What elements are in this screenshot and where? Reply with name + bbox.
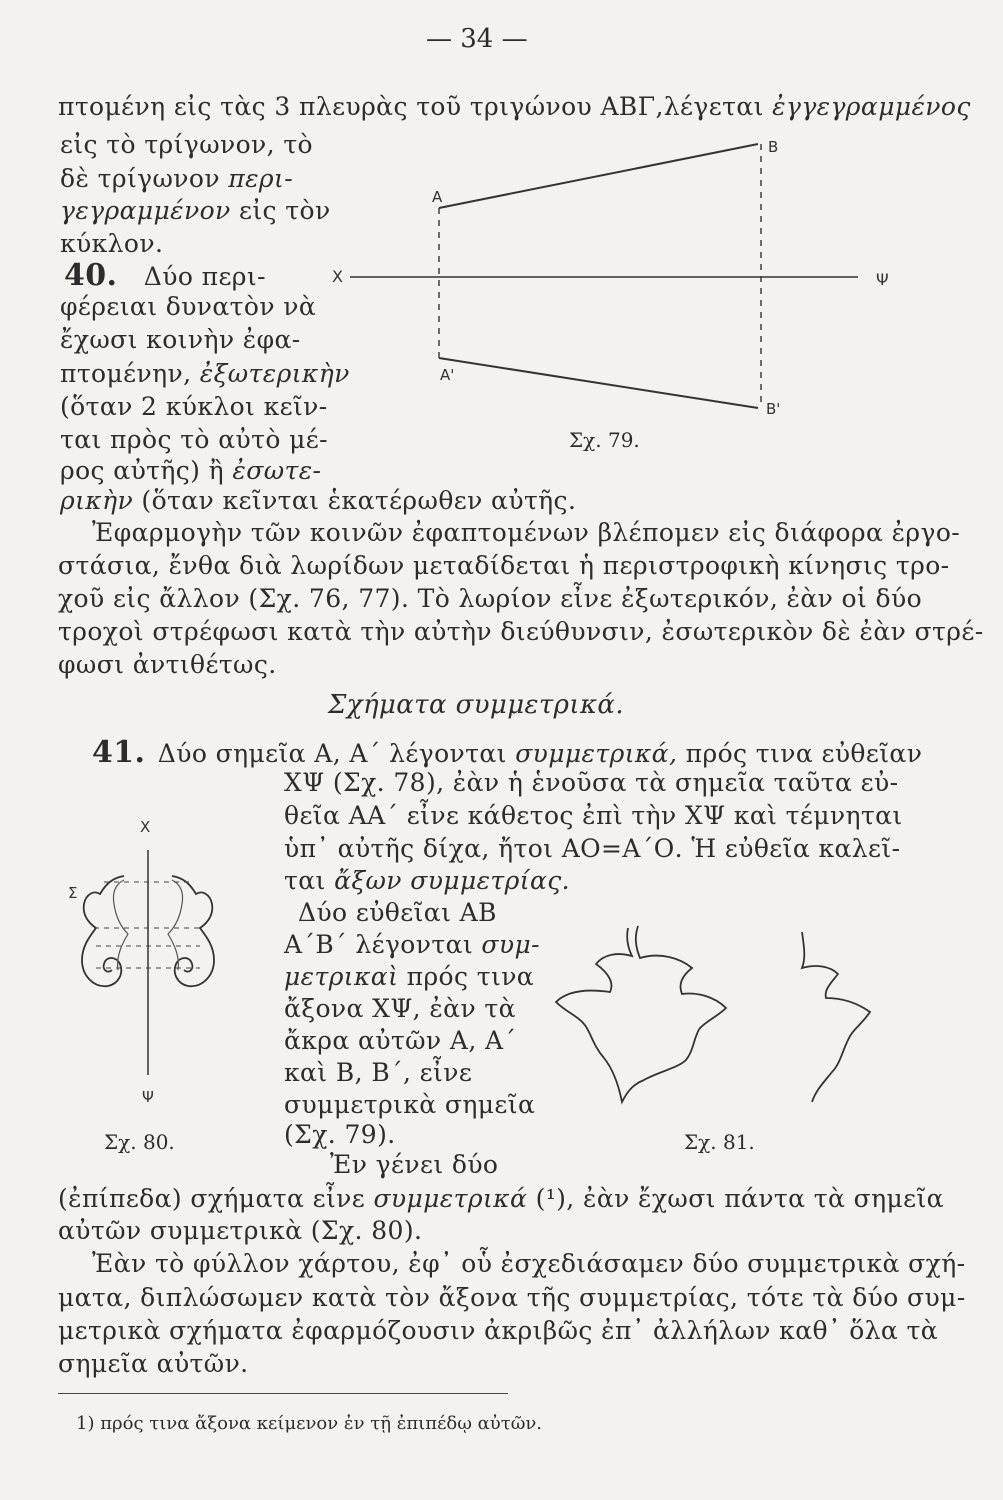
text-line: ὑπ᾽ αὐτῆς δίχα, ἤτοι ΑΟ=Α΄Ο. Ἡ εὐθεῖα καλεῖ- — [284, 834, 901, 863]
fig79-label-A-prime: A' — [440, 366, 455, 384]
paragraph-line: φωσι ἀντιθέτως. — [58, 650, 277, 679]
text-line — [284, 930, 540, 959]
text-line: (Σχ. 79). — [284, 1120, 396, 1149]
text-span: Δύο σημεῖα Α, Α΄ λέγονται — [157, 739, 516, 768]
text-span: ρος αὐτῆς) ἢ — [60, 456, 233, 485]
text-line: θεῖα ΑΑ΄ εἶνε κάθετος ἐπὶ τὴν ΧΨ καὶ τέμνηται — [284, 801, 903, 830]
fig80-label-X: X — [140, 820, 151, 836]
text-span: δὲ τρίγωνον — [60, 164, 229, 193]
text-line: ΧΨ (Σχ. 78), ἐὰν ἡ ἑνοῦσα τὰ σημεῖα ταῦτα εὐ- — [284, 768, 899, 797]
text-line: συμμετρικὰ σημεῖα — [284, 1090, 536, 1119]
fig79-label-Psi: Ψ — [876, 270, 889, 289]
text-line — [60, 486, 576, 515]
fig81-full-leaf — [556, 926, 726, 1102]
fig79-label-B-prime: B' — [766, 400, 781, 418]
figure-81 — [540, 912, 900, 1142]
text-line: Ἐν γένει δύο — [330, 1150, 499, 1179]
fig79-label-X: X — [332, 267, 343, 286]
text-span-italic: συμμετρικά, — [515, 739, 678, 768]
fig80-caption: Σχ. 80. — [104, 1130, 175, 1154]
fig79-caption: Σχ. 79. — [569, 428, 640, 452]
text-line — [60, 359, 350, 388]
text-span: (ὅταν κεῖνται ἑκατέρωθεν αὐτῆς. — [133, 486, 577, 515]
fig80-right-ornament-inner — [168, 880, 183, 970]
paragraph-line: μετρικὰ σχήματα ἐφαρμόζουσιν ἀκριβῶς ἐπ᾽ ἀλλήλων καθ᾽ ὅλα τὰ — [58, 1316, 939, 1345]
text-line — [58, 92, 971, 121]
fig81-caption: Σχ. 81. — [684, 1130, 755, 1154]
paragraph-line: τροχοὶ στρέφωσι κατὰ τὴν αὐτὴν διεύθυνσιν, ἐσωτερικὸν δὲ ἐὰν στρέ- — [58, 617, 984, 646]
text-line — [284, 866, 570, 895]
text-span: Α΄Β΄ λέγονται — [284, 930, 482, 959]
page-number: — 34 — — [426, 24, 528, 54]
fig80-left-ornament-inner — [113, 880, 128, 970]
text-line — [60, 456, 321, 485]
fig79-segment-ApBp — [439, 358, 758, 408]
fig81-half-leaf — [802, 932, 870, 1102]
section-heading: Σχήματα συμμετρικά. — [328, 690, 625, 720]
text-span-italic: ἐσωτε- — [232, 456, 322, 485]
text-line: ται πρὸς τὸ αὐτὸ μέ- — [60, 425, 328, 454]
text-line: ἔχωσι κοινὴν ἐφα- — [60, 325, 301, 354]
fig79-label-A: A — [432, 188, 443, 206]
text-span: (ἐπίπεδα) σχήματα εἶνε — [58, 1184, 374, 1213]
fig79-label-B: B — [768, 138, 779, 156]
footnote-rule — [58, 1393, 508, 1394]
text-line: Δύο εὐθεῖαι ΑΒ — [298, 898, 497, 927]
text-span-italic: ἄξων συμμετρίας. — [334, 866, 570, 895]
text-line — [60, 196, 331, 225]
fig80-label-Sigma: Σ — [68, 884, 78, 902]
text-line — [284, 962, 534, 991]
text-span-italic: ἐξωτερικὴν — [199, 359, 350, 388]
text-span-italic: μετρικαὶ — [284, 962, 399, 991]
text-span: (¹), ἐὰν ἔχωσι πάντα τὰ σημεῖα — [527, 1184, 944, 1213]
text-line: (ὅταν 2 κύκλοι κεῖν- — [60, 392, 328, 421]
figure-80 — [60, 820, 260, 1110]
paragraph-line: στάσια, ἔνθα διὰ λωρίδων μεταδίδεται ἡ περιστροφικὴ κίνησις τρο- — [58, 551, 950, 580]
paragraph-line: ματα, διπλώσωμεν κατὰ τὸν ἄξονα τῆς συμμετρίας, τότε τὰ δύο συμ- — [58, 1283, 966, 1312]
text-span-italic: περι- — [228, 164, 294, 193]
text-span-italic: συμ- — [481, 930, 540, 959]
text-line: κύκλον. — [60, 229, 164, 258]
paragraph-line: Ἐφαρμογὴν τῶν κοινῶν ἐφαπτομένων βλέπομεν εἰς διάφορα ἐργο- — [92, 518, 961, 547]
section-number-40: 40. — [64, 258, 118, 293]
text-span-italic: γεγραμμένον — [60, 196, 231, 225]
text-span: πτομένη εἰς τὰς 3 πλευρὰς τοῦ τριγώνου ΑΒΓ,λέγεται — [58, 92, 773, 121]
text-line: ἄξονα ΧΨ, ἐὰν τὰ — [284, 994, 516, 1023]
fig79-segment-AB — [439, 144, 758, 208]
text-span-italic: συμμετρικά — [373, 1184, 528, 1213]
text-line — [64, 258, 266, 293]
text-span: πτομένην, — [60, 359, 200, 388]
text-span: ται — [284, 866, 335, 895]
text-span: εἰς τὸν — [230, 196, 331, 225]
text-line — [92, 735, 922, 770]
paragraph-line: χοῦ εἰς ἄλλον (Σχ. 76, 77). Τὸ λωρίον εἶνε ἐξωτερικόν, ἐὰν οἱ δύο — [58, 584, 923, 613]
text-line: εἰς τὸ τρίγωνον, τὸ — [60, 130, 314, 159]
text-line: ἄκρα αὐτῶν Α, Α΄ — [284, 1026, 517, 1055]
paragraph-line: σημεῖα αὐτῶν. — [58, 1349, 249, 1378]
text-span: πρός τινα εὐθεῖαν — [677, 739, 923, 768]
text-line — [58, 1184, 944, 1213]
text-line: φέρειαι δυνατὸν νὰ — [60, 292, 317, 321]
fig80-label-Psi: Ψ — [142, 1088, 154, 1106]
section-number-41: 41. — [92, 735, 146, 770]
text-span-italic: ρικὴν — [60, 486, 134, 515]
text-span: Δύο περι- — [143, 262, 266, 291]
figure-79 — [310, 130, 910, 470]
text-span-italic: ἐγγεγραμμένος — [772, 92, 971, 121]
footnote: 1) πρός τινα ἄξονα κείμενον ἐν τῇ ἐπιπέδῳ αὐτῶν. — [76, 1413, 543, 1434]
text-line: αὐτῶν συμμετρικὰ (Σχ. 80). — [58, 1216, 423, 1245]
paragraph-line: Ἐὰν τὸ φύλλον χάρτου, ἐφ᾽ οὗ ἐσχεδιάσαμεν δύο συμμετρικὰ σχή- — [92, 1249, 966, 1278]
text-line: καὶ Β, Β΄, εἶνε — [284, 1058, 473, 1087]
text-line — [60, 164, 293, 193]
text-span: πρός τινα — [398, 962, 535, 991]
